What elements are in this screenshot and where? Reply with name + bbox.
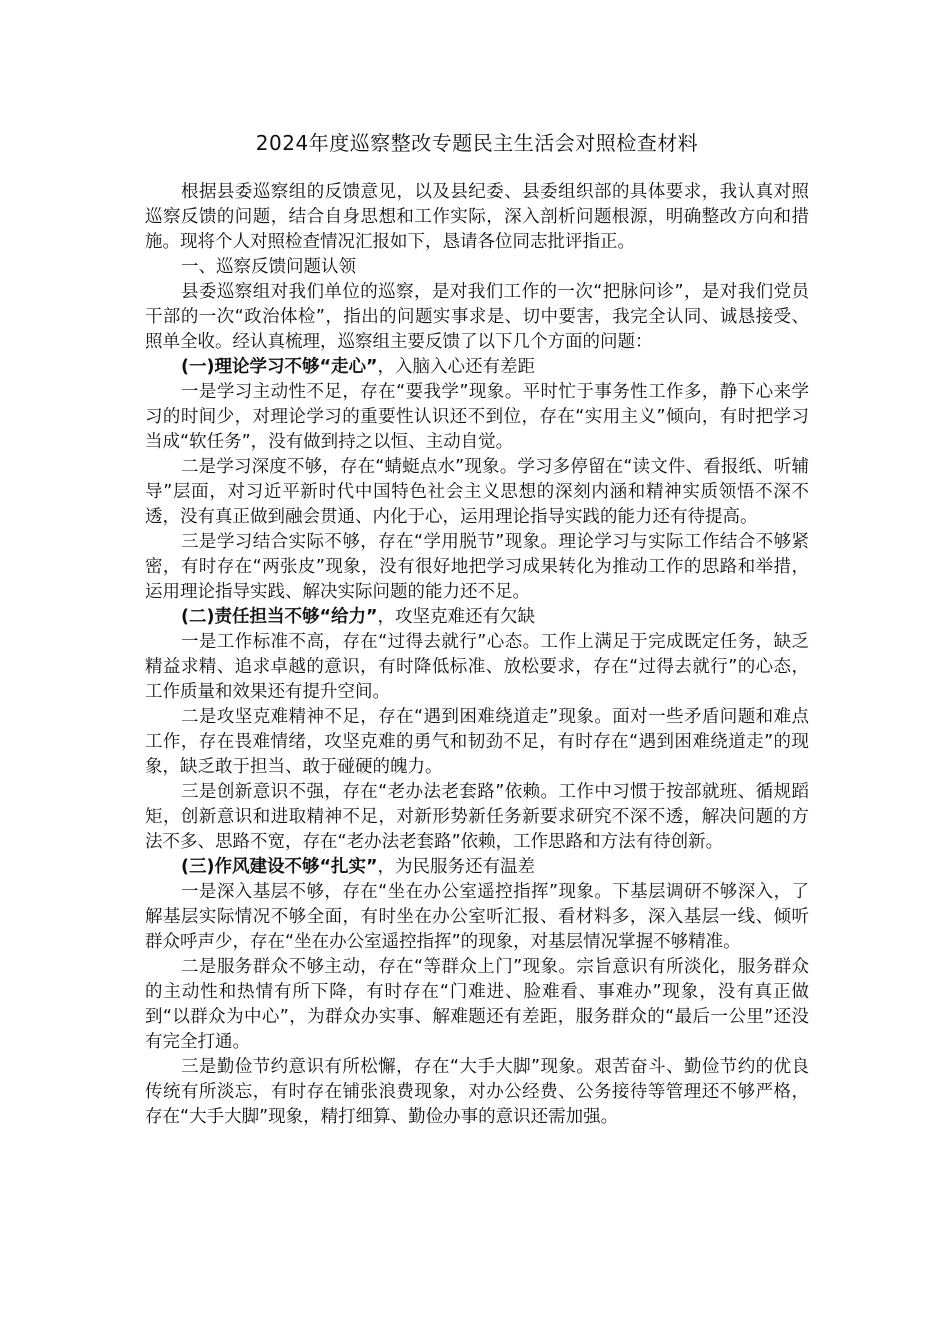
paragraph-work-style-3: 三是勤俭节约意识有所松懈，存在“大手大脚”现象。艰苦奋斗、勤俭节约的优良传统有所淡忘，有时存在铺张浪费现象，对办公经费、公务接待等管理还不够严格，存在“大手大脚”现象，精打细算、勤俭办事的意识还需加强。 (145, 1057, 809, 1127)
subheading-suffix: ，入脑入心还有差距 (377, 357, 536, 377)
paragraph-responsibility-1: 一是工作标准不高，存在“过得去就行”心态。工作上满足于完成既定任务，缺乏精益求精、追求卓越的意识，有时降低标准、放松要求，存在“过得去就行”的心态，工作质量和效果还有提升空间。 (145, 632, 809, 702)
subheading-theory-study (145, 355, 809, 380)
paragraph-responsibility-2: 二是攻坚克难精神不足，存在“遇到困难绕道走”现象。面对一些矛盾问题和难点工作，存在畏难情绪，攻坚克难的勇气和韧劲不足，有时存在“遇到困难绕道走”的现象，缺乏敢于担当、敢于碰硬的魄力。 (145, 707, 809, 777)
section-intro-paragraph: 县委巡察组对我们单位的巡察，是对我们工作的一次“把脉问诊”，是对我们党员干部的一次“政治体检”，指出的问题实事求是、切中要害，我完全认同、诚恳接受、照单全收。经认真梳理，巡察组主要反馈了以下几个方面的问题： (145, 282, 809, 352)
subheading-keyword: “给力” (319, 607, 378, 627)
subheading-keyword: “走心” (319, 357, 378, 377)
subheading-suffix: ，攻坚克难还有欠缺 (377, 607, 536, 627)
subheading-suffix: ，为民服务还有温差 (377, 857, 536, 877)
paragraph-theory-1: 一是学习主动性不足，存在“要我学”现象。平时忙于事务性工作多，静下心来学习的时间少，对理论学习的重要性认识还不到位，存在“实用主义”倾向，有时把学习当成“软任务”，没有做到持之以恒、主动自觉。 (145, 382, 809, 452)
subheading-prefix: (一)理论学习不够 (181, 357, 320, 377)
subheading-responsibility (145, 605, 809, 630)
paragraph-theory-3: 三是学习结合实际不够，存在“学用脱节”现象。理论学习与实际工作结合不够紧密，有时存在“两张皮”现象，没有很好地把学习成果转化为推动工作的思路和举措，运用理论指导实践、解决实际问题的能力还不足。 (145, 532, 809, 602)
paragraph-work-style-1: 一是深入基层不够，存在“坐在办公室遥控指挥”现象。下基层调研不够深入，了解基层实际情况不够全面，有时坐在办公室听汇报、看材料多，深入基层一线、倾听群众呼声少，存在“坐在办公室遥控指挥”的现象，对基层情况掌握不够精准。 (145, 882, 809, 952)
section-heading-1: 一、巡察反馈问题认领 (181, 257, 356, 277)
paragraph-responsibility-3: 三是创新意识不强，存在“老办法老套路”依赖。工作中习惯于按部就班、循规蹈矩，创新意识和进取精神不足，对新形势新任务新要求研究不深不透，解决问题的方法不多、思路不宽，存在“老办法老套路”依赖，工作思路和方法有待创新。 (145, 782, 809, 852)
paragraph-work-style-2: 二是服务群众不够主动，存在“等群众上门”现象。宗旨意识有所淡化，服务群众的主动性和热情有所下降，有时存在“门难进、脸难看、事难办”现象，没有真正做到“以群众为中心”，为群众办实事、解难题还有差距，服务群众的“最后一公里”还没有完全打通。 (145, 957, 809, 1052)
subheading-prefix: (二)责任担当不够 (181, 607, 320, 627)
subheading-keyword: “扎实” (319, 857, 378, 877)
subheading-work-style (145, 855, 809, 880)
document-page (145, 128, 809, 1130)
paragraph-theory-2: 二是学习深度不够，存在“蜻蜓点水”现象。学习多停留在“读文件、看报纸、听辅导”层面，对习近平新时代中国特色社会主义思想的深刻内涵和精神实质领悟不深不透，没有真正做到融会贯通、内化于心，运用理论指导实践的能力还有待提高。 (145, 457, 809, 527)
intro-paragraph: 根据县委巡察组的反馈意见，以及县纪委、县委组织部的具体要求，我认真对照巡察反馈的问题，结合自身思想和工作实际，深入剖析问题根源，明确整改方向和措施。现将个人对照检查情况汇报如下，恳请各位同志批评指正。 (145, 182, 809, 252)
document-title: 2024年度巡察整改专题民主生活会对照检查材料 (255, 131, 699, 155)
subheading-prefix: (三)作风建设不够 (181, 857, 320, 877)
